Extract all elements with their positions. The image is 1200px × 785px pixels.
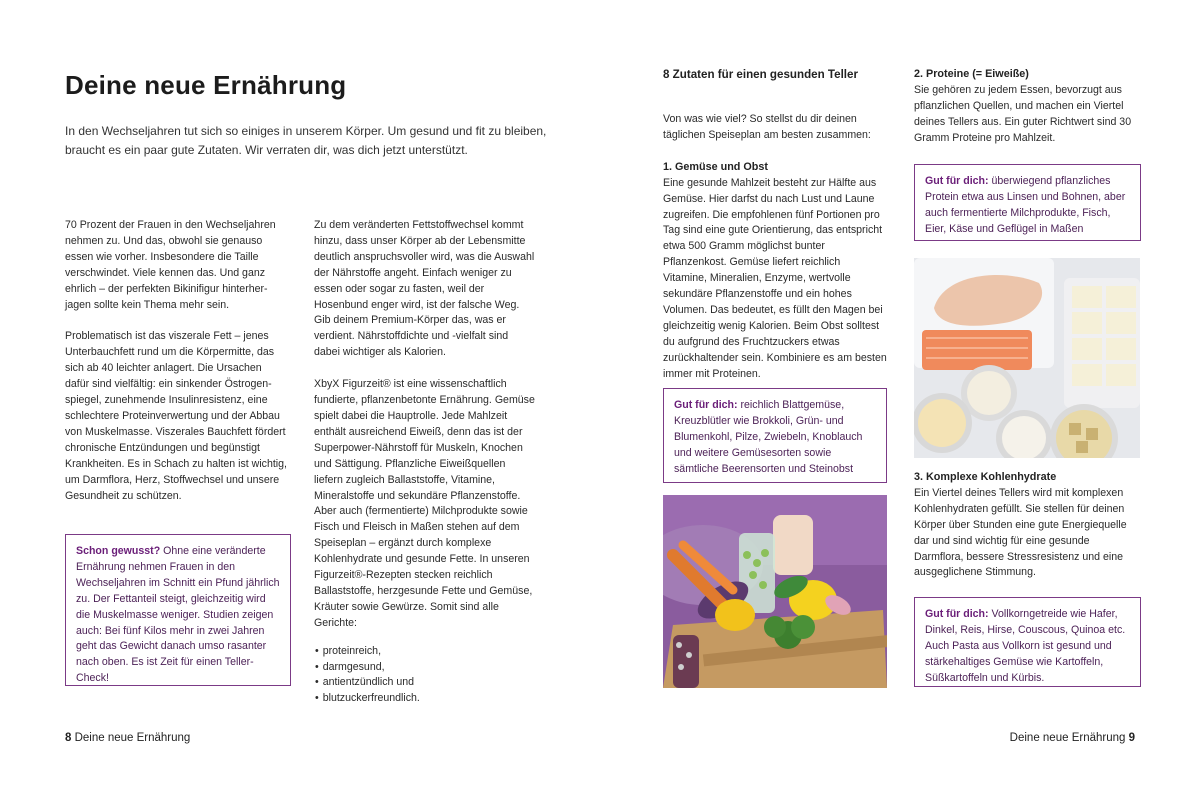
page-number: 9	[1128, 732, 1135, 744]
paragraph: Von was wie viel? So stellst du dir deinen täglichen Speiseplan am besten zusammen:	[663, 113, 871, 141]
section-heading: 8 Zutaten für einen gesunden Teller	[663, 68, 858, 81]
bullet-list	[314, 644, 536, 708]
info-box-schon-gewusst	[65, 534, 291, 686]
intro-text: In den Wechseljahren tut sich so einiges in unserem Körper. Um gesund und fit zu bleiben, braucht es ein paar gute Zutaten. Wir verraten dir, was dich jetzt unterstützt.	[65, 124, 547, 157]
paragraph: Problematisch ist das viszerale Fett – jenes Unterbauchfett rund um die Körpermitte, das sich ab 40 leichter anlagert. Die Ursachen dafür sind vielfältig: ein sinkender Östrogenspiegel, zunehmende Insulinresistenz, eine schlechtere Proteinverwertung und der Abbau von Muskelmasse. Viszerales Bauchfett fördert chronische Entzündungen und begünstigt Krankheiten. Es in Schach zu halten ist wichtig, um Darmflora, Herz, Stoffwechsel und unsere Gesundheit zu schützen.	[65, 330, 287, 502]
subheading-gemuese: 1. Gemüse und Obst	[663, 160, 768, 173]
box-lead: Gut für dich:	[674, 399, 738, 411]
running-title: Deine neue Ernährung	[1009, 732, 1129, 744]
protein-photo	[914, 258, 1140, 458]
right-column-1	[663, 112, 887, 399]
running-title: Deine neue Ernährung	[71, 732, 191, 744]
vegetables-illustration	[663, 495, 887, 688]
subheading-proteine: 2. Proteine (= Eiweiße)	[914, 68, 1029, 80]
page-title: Deine neue Ernährung	[65, 70, 347, 100]
list-item: • proteinreich,	[324, 644, 536, 660]
box-text: Ohne eine veränderte Ernährung nehmen Frauen in den Wechseljahren im Schnitt ein Pfund jährlich zu. Der Fettanteil steigt, gleichzeitig wird die Muskelmasse weniger. Studien zeigen auch: Bei fünf Kilos mehr in zwei Jahren geht das Gewicht danach umso rasanter nach oben. Es ist Zeit für einen Teller-Check!	[76, 545, 280, 685]
paragraph: Eine gesunde Mahlzeit besteht zur Hälfte aus Gemüse. Hier darfst du nach Lust und Laune zugreifen. Die empfohlenen fünf Portionen pro Tag sind eine gute Orientierung, das entspricht etwa 500 Gramm möglichst bunter Pflanzenkost. Gemüse liefert reichlich Vitamine, Mineralien, Enzyme, wertvolle sekundäre Pflanzenstoffe und ein hohes Volumen. Das bedeutet, es füllt den Magen bei gleichzeitig wenig Kalorien. Beim Obst solltest du aufgrund des Fruchtzuckers etwas zurückhaltender sein. Kombiniere es am besten immer mit Proteinen.	[663, 176, 887, 380]
box-lead: Gut für dich:	[925, 175, 989, 187]
vegetables-photo	[663, 495, 887, 688]
info-box-gemuese	[663, 388, 887, 483]
info-box-proteine	[914, 164, 1141, 241]
box-text: reichlich Blattgemüse, Kreuzblütler wie Brokkoli, Grün- und Blumenkohl, Pilze, Zwiebeln, Knoblauch und weitere Gemüsesorten sowie sämtliche Beerensorten und Steinobst	[674, 399, 863, 475]
left-column-1	[65, 218, 287, 520]
box-text: Vollkorngetreide wie Hafer, Dinkel, Reis, Hirse, Couscous, Quinoa etc. Auch Pasta aus Vollkorn ist gesund und stärkehaltiges Gemüse wie Kartoffeln, Süßkartoffeln und Kürbis.	[925, 608, 1126, 684]
page-number: 8	[65, 732, 72, 744]
left-column-2	[314, 218, 536, 707]
paragraph: Sie gehören zu jedem Essen, bevorzugt aus pflanzlichen Quellen, und machen ein Viertel deines Tellers aus. Ein guter Richtwert sind 30 Gramm Proteine pro Mahlzeit.	[914, 83, 1132, 144]
paragraph: Zu dem veränderten Fettstoffwechsel kommt hinzu, dass unser Körper ab der Lebensmitte deutlich anspruchsvoller wird, was die Auswahl der Nährstoffe angeht. Einfach weniger zu essen oder sogar zu fasten, weil der Hosenbund enger wird, ist der falsche Weg. Gib deinem Premium-Körper das, was er verdient. Nährstoffdichte und -vielfalt sind dabei wichtiger als Kalorien.	[314, 219, 535, 359]
list-item: • antientzündlich und	[324, 675, 536, 691]
paragraph: Ein Viertel deines Tellers wird mit komplexen Kohlenhydraten gefüllt. Sie stellen für deinen Körper über Stunden eine gute Energiequelle dar und sind wichtig für eine gesunde Darmflora, bessere Stressresistenz und eine ausgeglichene Stimmung.	[914, 486, 1127, 579]
box-text: überwiegend pflanzliches Protein etwa aus Linsen und Bohnen, aber auch fermentierte Milchprodukte, Fisch, Eier, Käse und Geflügel in Maßen	[925, 175, 1126, 235]
protein-illustration	[914, 258, 1140, 458]
box-lead: Schon gewusst?	[76, 545, 161, 557]
paragraph: XbyX Figurzeit® ist eine wissenschaftlich fundierte, pflanzenbetonte Ernährung. Gemüse spielt dabei die Hauptrolle. Jede Mahlzeit enthält ausreichend Eiweiß, denn das ist der Superpower-Nährstoff für Muskeln, Knochen und Sättigung. Pflanzliche Eiweißquellen liefern zugleich Ballaststoffe, Vitamine, Mineralstoffe und sekundäre Pflanzenstoffe. Aber auch (fermentierte) Milchprodukte sowie Fisch und Fleisch in Maßen stehen auf dem Speiseplan – ergänzt durch komplexe Kohlenhydrate und gesunde Fette. In unseren Figurzeit®-Rezepten stecken reichlich Ballaststoffe, herzgesunde Fette und Gemüse, Kräuter sowie Gewürze. Somit sind alle Gerichte:	[314, 378, 535, 629]
info-box-kohlenhydrate	[914, 597, 1141, 687]
right-column-2	[914, 67, 1140, 163]
box-lead: Gut für dich:	[925, 608, 989, 620]
right-column-3	[914, 470, 1140, 597]
subheading-kohlenhydrate: 3. Komplexe Kohlenhydrate	[914, 471, 1057, 483]
list-item: • darmgesund,	[324, 660, 536, 676]
footer-right	[1010, 732, 1135, 744]
footer-left	[65, 732, 190, 744]
paragraph: 70 Prozent der Frauen in den Wechseljahren nehmen zu. Und das, obwohl sie genauso essen wie vorher. Insbesondere die Taille verschwindet. Viele kennen das. Und ganz ehrlich – der perfekten Bikinifigur hinterherjagen sollte kein Thema mehr sein.	[65, 219, 276, 311]
list-item: • blutzuckerfreundlich.	[324, 691, 536, 707]
